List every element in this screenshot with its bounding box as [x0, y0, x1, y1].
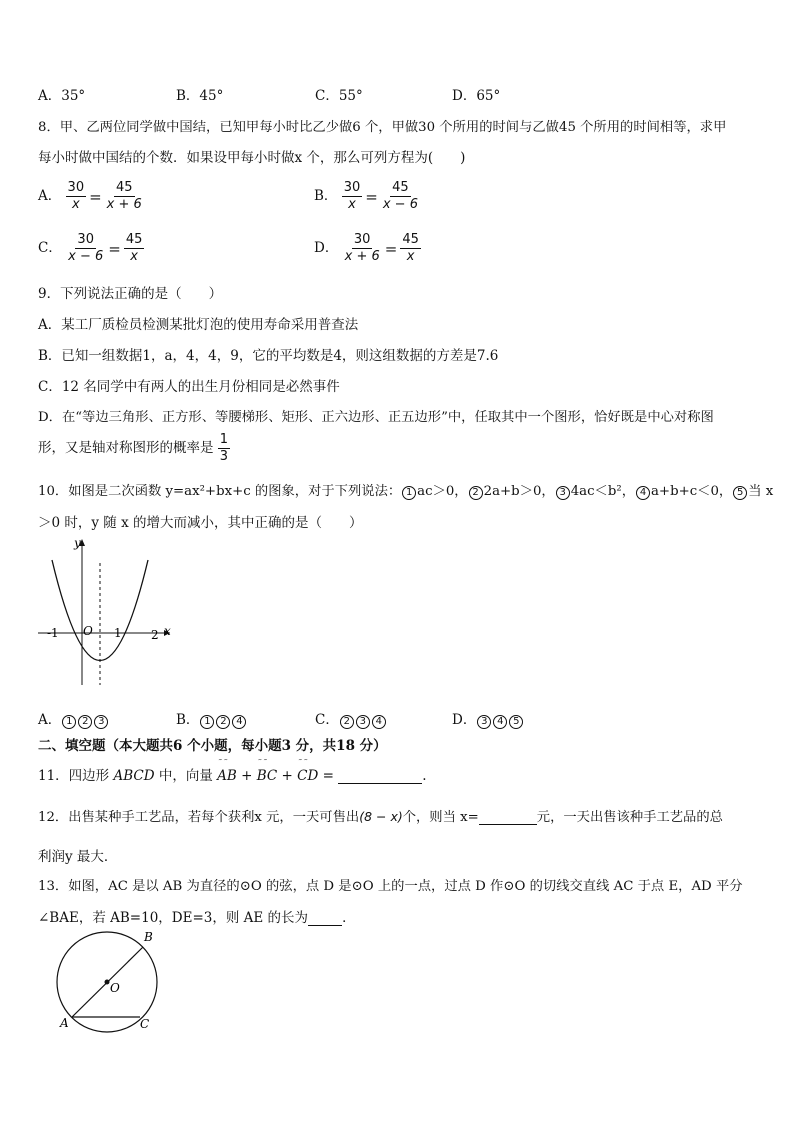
vector-cd: ˜˜ CD [297, 768, 318, 784]
q8-option-a: A． $\frac{30}{x}$ = $\frac{45}{x + 6}$ [38, 180, 142, 212]
q10-option-b: B． 1 2 4 [176, 708, 247, 729]
fraction: $\frac{45}{x - 6}$ [382, 180, 418, 212]
vector-bc: ˜˜ BC [257, 768, 278, 784]
y-axis-label: y [74, 536, 81, 550]
answer-blank[interactable] [308, 911, 342, 926]
q12-stem-line1: 12．出售某种手工艺品，若每个获利x 元，一天可售出(8 − x)个，则当 x= 元，一天出售该种手工艺品的总 [38, 809, 723, 825]
fraction: $\frac{30}{x}$ [343, 180, 361, 212]
answer-blank[interactable] [338, 769, 422, 784]
q10-stem-line1: 10．如图是二次函数 y=ax²+bx+c 的图象，对于下列说法： 1 ac＞0， 2 2a+b＞0， 3 4ac＜b²， 4 a+b+c＜0， 5 当 x [38, 484, 774, 499]
q8-option-d: D． $\frac{30}{x + 6}$ = $\frac{45}{x}$ [314, 232, 419, 264]
q7-option-b: B．45° [176, 88, 224, 104]
q12-stem-line2: 利润y 最大． [38, 849, 118, 865]
answer-blank[interactable] [479, 810, 537, 825]
label-c: C [140, 1017, 150, 1031]
label-b: B [144, 930, 153, 944]
section-heading-fill-in: 二、填空题（本大题共6 个小题，每小题3 分，共18 分） [38, 738, 387, 754]
center-point [105, 980, 110, 985]
q9-option-b: B．已知一组数据1，a，4，4，9，它的平均数是4，则这组数据的方差是7.6 [38, 348, 499, 364]
q9-option-c: C．12 名同学中有两人的出生月份相同是必然事件 [38, 379, 340, 395]
fraction: $\frac{30}{x - 6}$ [68, 232, 104, 264]
tick-label-2: 2 [151, 628, 159, 642]
q10-stem-line2: ＞0 时，y 随 x 的增大而减小，其中正确的是（ ） [38, 515, 363, 531]
fraction: $\frac{45}{x}$ [402, 232, 419, 264]
q7-option-a: A．35° [38, 88, 86, 104]
q10-option-c: C． 2 3 4 [315, 708, 387, 729]
q9-stem: 9．下列说法正确的是（ ） [38, 286, 223, 302]
q8-stem-line1: 8．甲、乙两位同学做中国结，已知甲每小时比乙少做6 个，甲做30 个所用的时间与乙做45 个所用的时间相等，求甲 [38, 120, 727, 135]
tick-label-minus1: -1 [47, 626, 59, 640]
q10-option-d: D． 3 4 5 [452, 708, 524, 729]
q13-stem-line2: ∠BAE，若 AB=10，DE=3，则 AE 的长为 ． [38, 910, 356, 926]
label-a: A [60, 1016, 69, 1030]
fraction: $\frac{1}{3}$ [219, 432, 229, 464]
vector-ab: ˜˜ AB [217, 768, 237, 784]
fraction: $\frac{45}{x}$ [125, 232, 143, 264]
fraction: $\frac{30}{x + 6}$ [344, 232, 380, 264]
q11-stem: 11．四边形 ABCD 中，向量 ˜˜ AB + ˜˜ BC + ˜˜ CD = . [38, 764, 427, 784]
fraction: $\frac{45}{x + 6}$ [106, 180, 142, 212]
label-o: O [110, 981, 120, 995]
q8-option-b: B． $\frac{30}{x}$ = $\frac{45}{x - 6}$ [314, 180, 418, 212]
q7-option-c: C．55° [315, 88, 363, 104]
q9-option-a: A．某工厂质检员检测某批灯泡的使用寿命采用普查法 [38, 317, 359, 333]
circle-figure [50, 926, 165, 1036]
q13-stem-line1: 13．如图，AC 是以 AB 为直径的⊙O 的弦，点 D 是⊙O 上的一点，过点 D 作⊙O 的切线交直线 AC 于点 E，AD 平分 [38, 879, 743, 894]
q7-option-d: D．65° [452, 88, 501, 104]
q8-option-c: C． $\frac{30}{x - 6}$ = $\frac{45}{x}$ [38, 232, 143, 264]
q10-option-a: A． 1 2 3 [38, 708, 109, 729]
origin-label: O [83, 624, 93, 638]
q9-option-d-line2: 形，又是轴对称图形的概率是 $\frac{1}{3}$ [38, 432, 229, 464]
x-axis-label: x [164, 624, 171, 638]
fraction: $\frac{30}{x}$ [67, 180, 85, 212]
parabola-graph [34, 535, 184, 695]
tick-label-1: 1 [114, 626, 122, 640]
q9-option-d-line1: D．在“等边三角形、正方形、等腰梯形、矩形、正六边形、正五边形”中，任取其中一个图形，恰好既是中心对称图 [38, 410, 714, 425]
q8-stem-line2: 每小时做中国结的个数．如果设甲每小时做x 个，那么可列方程为( ) [38, 150, 466, 166]
